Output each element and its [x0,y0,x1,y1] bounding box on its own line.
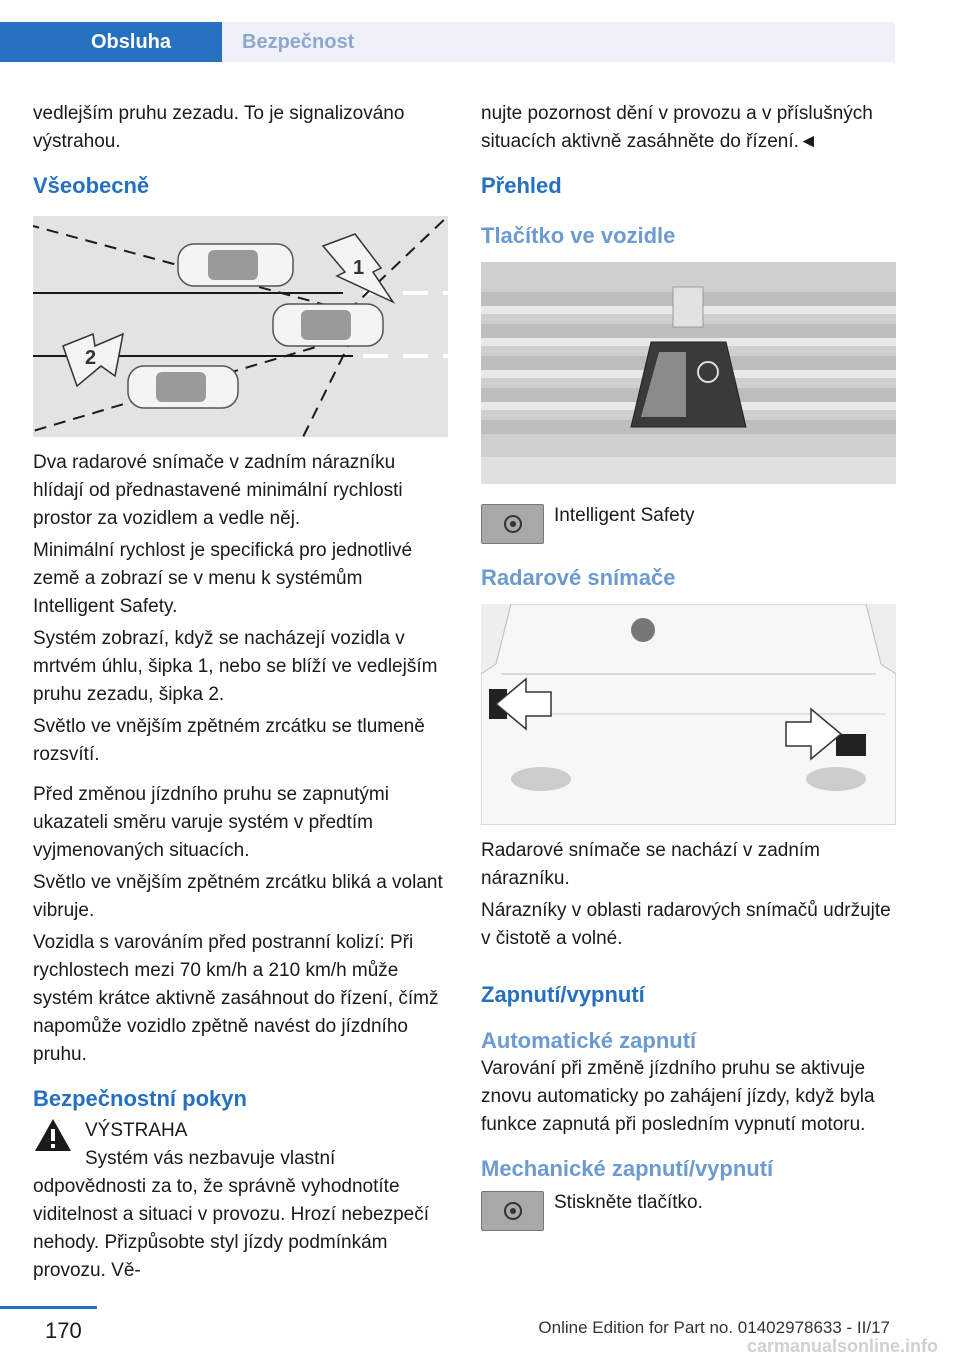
intelligent-safety-label: Intelligent Safety [554,505,695,526]
button-illustration [481,262,896,484]
header-tabs [0,22,895,62]
heading-prehled: Přehled [481,173,562,198]
lanes-illustration [33,216,448,437]
right-column [481,100,896,1231]
paragraph: Radarové snímače se nachází v zadním nárazníku. [481,840,821,889]
paragraph: Varování při změně jízdního pruhu se aktivuje znovu automaticky po zahájení jízdy, když byla funkce zapnutá při posledním vypnutí motoru. [481,1058,875,1135]
paragraph: Systém zobrazí, když se nacházejí vozidla v mrtvém úhlu, šipka 1, nebo se blíží ve vedlejším pruhu zezadu, šipka 2. [33,628,438,705]
heading-automaticke-zapnuti: Automatické zapnutí [481,1028,697,1053]
intelligent-safety-button-icon [481,504,544,544]
heading-zapnuti-vypnuti: Zapnutí/vypnutí [481,982,645,1007]
left-column [33,100,448,1289]
rear-bumper-photo [481,604,896,825]
paragraph: Dva radarové snímače v zadním nárazníku hlídají od přednastavené minimální rychlosti prostor za vozidlem a vedle něj. [33,452,403,529]
intelligent-safety-button-icon [481,1191,544,1231]
intelligent-safety-row [481,504,896,544]
lanes-diagram [33,216,448,437]
paragraph: Minimální rychlost je specifická pro jednotlivé země a zobrazí se v menu k systémům Intelligent Safety. [33,540,413,617]
paragraph: Světlo ve vnějším zpětném zrcátku bliká a volant vibruje. [33,872,443,921]
paragraph: vedlejším pruhu zezadu. To je signalizováno výstrahou. [33,103,405,152]
heading-mechanicke-zapnuti: Mechanické zapnutí/vypnutí [481,1156,774,1181]
heading-vseobecne: Všeobecně [33,173,150,198]
heading-bezpecnostni-pokyn: Bezpečnostní pokyn [33,1086,247,1111]
press-button-label: Stiskněte tlačítko. [554,1192,703,1213]
arrow-label-2: 2 [85,347,97,369]
rear-bumper-illustration [481,604,896,825]
footer-rule [0,1306,97,1309]
heading-tlacitko: Tlačítko ve vozidle [481,223,676,248]
paragraph: Světlo ve vnějším zpětném zrcátku se tlumeně rozsvítí. [33,716,425,765]
arrow-label-1: 1 [353,257,365,279]
warning-text: Systém vás nezbavuje vlastní odpovědnosti za to, že správně vyhodnotíte viditelnost a situaci v provozu. Hrozí nebezpečí nehody. Přizpůsobte styl jízdy podmínkám provozu. Vě- [33,1148,430,1281]
page-number: 170 [45,1318,82,1343]
watermark: carmanualsonline.info [746,1336,938,1356]
tab-obsluha[interactable]: Obsluha [0,22,222,62]
vent-button-photo [481,262,896,484]
tab-bezpecnost[interactable]: Bezpečnost [222,22,895,62]
paragraph: Před změnou jízdního pruhu se zapnutými ukazateli směru varuje systém v předtím vyjmenovaných situacích. [33,784,389,861]
press-button-row [481,1191,896,1231]
paragraph: Nárazníky v oblasti radarových snímačů udržujte v čistotě a volné. [481,900,891,949]
paragraph: Vozidla s varováním před postranní kolizí: Při rychlostech mezi 70 km/h a 210 km/h může systém krátce aktivně zasáhnout do řízení, čímž napomůže vozidlo zpětně navést do jízdního pruhu. [33,932,439,1065]
heading-radarove-snimace: Radarové snímače [481,565,676,590]
paragraph: nujte pozornost dění v provozu a v příslušných situacích aktivně zasáhněte do řízení.◄ [481,103,873,152]
warning-title: VÝSTRAHA [85,1120,188,1141]
online-edition-label: Online Edition for Part no. 01402978633 - II/17 [538,1318,890,1337]
warning-icon [33,1117,73,1153]
